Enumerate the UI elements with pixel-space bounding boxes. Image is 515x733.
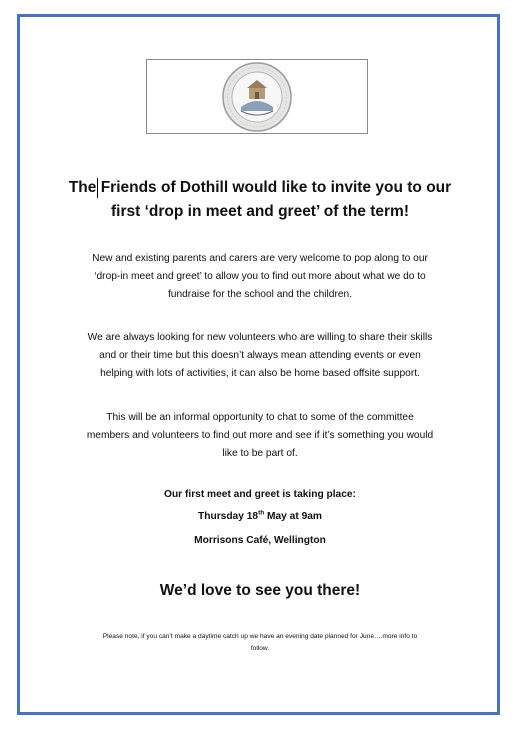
event-date-ordinal: th [258,509,265,517]
welcome-line-3: fundraise for the school and the children. [167,289,353,300]
invitation-headline [40,176,480,224]
event-venue: Morrisons Café, Wellington [194,535,326,546]
closing-message: We’d love to see you there! [159,582,361,599]
footnote [52,631,468,655]
volunteers-line-3: helping with lots of activities, it can also be home based offsite support. [100,368,420,379]
volunteers-line-2: and or their time but this doesn’t always mean attending events or even [99,350,421,361]
headline-line-2: first ‘drop in meet and greet’ of the term! [111,203,409,220]
welcome-line-1: New and existing parents and carers are very welcome to pop along to our [92,253,428,264]
event-intro: Our first meet and greet is taking place: [164,489,356,500]
informal-paragraph [52,409,468,463]
welcome-line-2: ‘drop-in meet and greet’ to allow you to find out more about what we do to [94,271,426,282]
event-date-time: May at 9am [264,511,322,522]
volunteers-paragraph [52,329,468,383]
informal-line-3: like to be part of. [222,448,298,459]
footnote-line-2: follow. [250,645,270,652]
volunteers-line-1: We are always looking for new volunteers who are willing to share their skills [87,332,433,343]
headline-line-1: The Friends of Dothill would like to invite you to our [68,179,452,196]
informal-line-2: members and volunteers to find out more and see if it’s something you would [86,430,434,441]
logo-frame [146,59,368,134]
event-date [52,511,468,522]
event-date-day: Thursday 18 [198,511,259,522]
school-seal-logo [221,61,293,133]
informal-line-1: This will be an informal opportunity to chat to some of the committee [106,412,414,423]
footnote-line-1: Please note, if you can’t make a daytime catch up we have an evening date planned for June….more info to [102,633,418,640]
welcome-paragraph [52,250,468,304]
